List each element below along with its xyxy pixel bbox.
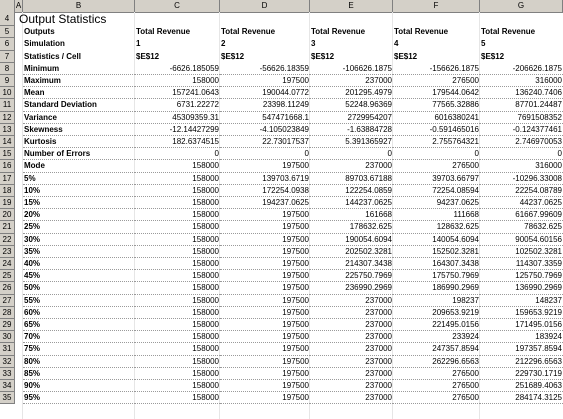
row-header[interactable]: 14 <box>0 136 15 148</box>
value-cell[interactable]: 102502.3281 <box>480 246 563 258</box>
value-cell[interactable]: 197500 <box>220 160 310 172</box>
value-cell[interactable]: 179544.0642 <box>393 87 480 99</box>
value-cell[interactable]: 247357.8594 <box>393 343 480 355</box>
value-cell[interactable]: 197500 <box>220 221 310 233</box>
value-cell[interactable]: 197357.8594 <box>480 343 563 355</box>
value-cell[interactable]: 197500 <box>220 75 310 87</box>
value-cell[interactable]: 6731.22272 <box>135 99 220 111</box>
column-header-b[interactable]: B <box>23 0 135 12</box>
table-row <box>0 87 563 99</box>
value-cell[interactable]: 547471668.1 <box>220 112 310 124</box>
value-cell[interactable]: 198237 <box>393 295 480 307</box>
value-cell[interactable]: 114307.3359 <box>480 258 563 270</box>
table-row <box>0 221 563 233</box>
value-cell[interactable]: 94237.0625 <box>393 197 480 209</box>
value-cell[interactable]: 5.391365927 <box>310 136 393 148</box>
value-cell[interactable]: 237000 <box>310 307 393 319</box>
row-header[interactable]: 17 <box>0 173 15 185</box>
column-header-f[interactable]: F <box>393 0 480 12</box>
value-cell[interactable]: 158000 <box>135 185 220 197</box>
value-cell[interactable]: 6016380241 <box>393 112 480 124</box>
table-row <box>0 380 563 392</box>
value-cell[interactable]: 190044.0772 <box>220 87 310 99</box>
row-header[interactable]: 35 <box>0 392 15 404</box>
value-cell[interactable]: 237000 <box>310 356 393 368</box>
value-cell[interactable]: 164307.3438 <box>393 258 480 270</box>
table-row <box>0 356 563 368</box>
row-label[interactable]: Simulation <box>24 39 65 49</box>
row-header[interactable]: 13 <box>0 124 15 136</box>
row-header[interactable]: 20 <box>0 209 15 221</box>
value-cell[interactable]: 183924 <box>480 331 563 343</box>
value-cell[interactable]: 186990.2969 <box>393 282 480 294</box>
value-cell[interactable]: 237000 <box>310 343 393 355</box>
value-cell[interactable]: 0 <box>135 148 220 160</box>
header-cell[interactable]: Total Revenue <box>221 27 276 37</box>
value-cell[interactable]: 233924 <box>393 331 480 343</box>
value-cell[interactable]: 0 <box>480 148 563 160</box>
value-cell[interactable]: 158000 <box>135 221 220 233</box>
value-cell[interactable]: 2.755764321 <box>393 136 480 148</box>
value-cell[interactable]: -10296.33008 <box>480 173 563 185</box>
value-cell[interactable]: 221495.0156 <box>393 319 480 331</box>
value-cell[interactable]: 22254.08789 <box>480 185 563 197</box>
row-label[interactable]: 30% <box>23 234 135 246</box>
row-label[interactable]: Maximum <box>23 75 135 87</box>
value-cell[interactable]: 148237 <box>480 295 563 307</box>
value-cell[interactable]: -56626.18359 <box>220 63 310 75</box>
value-cell[interactable]: 197500 <box>220 343 310 355</box>
value-cell[interactable]: 158000 <box>135 380 220 392</box>
row-header[interactable]: 27 <box>0 295 15 307</box>
row-header[interactable]: 15 <box>0 148 15 160</box>
value-cell[interactable]: 111668 <box>393 209 480 221</box>
value-cell[interactable]: 237000 <box>310 295 393 307</box>
table-row <box>0 282 563 294</box>
value-cell[interactable]: 158000 <box>135 392 220 404</box>
value-cell[interactable]: 161668 <box>310 209 393 221</box>
row-header[interactable]: 4 <box>0 12 15 26</box>
row-label[interactable]: 90% <box>23 380 135 392</box>
row-header[interactable]: 5 <box>0 26 15 38</box>
row-header[interactable]: 18 <box>0 185 15 197</box>
value-cell[interactable]: 197500 <box>220 380 310 392</box>
row-header[interactable]: 23 <box>0 246 15 258</box>
value-cell[interactable]: 225750.7969 <box>310 270 393 282</box>
row-label[interactable]: 55% <box>23 295 135 307</box>
row-header[interactable]: 21 <box>0 221 15 233</box>
row-header[interactable]: 16 <box>0 160 15 172</box>
value-cell[interactable]: 158000 <box>135 356 220 368</box>
header-cell[interactable]: $E$12 <box>311 51 335 61</box>
row-label[interactable]: 10% <box>23 185 135 197</box>
value-cell[interactable]: 22.73017537 <box>220 136 310 148</box>
value-cell[interactable]: 197500 <box>220 270 310 282</box>
value-cell[interactable]: 89703.67188 <box>310 173 393 185</box>
value-cell[interactable]: -0.591465016 <box>393 124 480 136</box>
sheet-title[interactable]: Output Statistics <box>19 12 107 26</box>
value-cell[interactable]: 158000 <box>135 197 220 209</box>
table-row <box>0 246 563 258</box>
row-header[interactable]: 19 <box>0 197 15 209</box>
column-header-d[interactable]: D <box>220 0 310 12</box>
value-cell[interactable]: 197500 <box>220 295 310 307</box>
value-cell[interactable]: 158000 <box>135 343 220 355</box>
value-cell[interactable]: 237000 <box>310 331 393 343</box>
table-row <box>0 124 563 136</box>
value-cell[interactable]: -6626.185059 <box>135 63 220 75</box>
row-header[interactable]: 12 <box>0 112 15 124</box>
table-row <box>0 173 563 185</box>
value-cell[interactable]: -206626.1875 <box>480 63 563 75</box>
value-cell[interactable]: 157241.0643 <box>135 87 220 99</box>
value-cell[interactable]: 197500 <box>220 392 310 404</box>
row-header[interactable]: 8 <box>0 63 15 75</box>
row-label[interactable]: 60% <box>23 307 135 319</box>
row-label[interactable]: Minimum <box>23 63 135 75</box>
row-header[interactable]: 10 <box>0 87 15 99</box>
value-cell[interactable]: 175750.7969 <box>393 270 480 282</box>
row-label[interactable]: 20% <box>23 209 135 221</box>
value-cell[interactable]: 7691508352 <box>480 112 563 124</box>
row-label[interactable]: 75% <box>23 343 135 355</box>
value-cell[interactable]: 158000 <box>135 173 220 185</box>
value-cell[interactable]: 136990.2969 <box>480 282 563 294</box>
value-cell[interactable]: 158000 <box>135 234 220 246</box>
header-cell[interactable]: 2 <box>221 39 226 49</box>
value-cell[interactable]: 136240.7406 <box>480 87 563 99</box>
row-label[interactable]: 40% <box>23 258 135 270</box>
value-cell[interactable]: 158000 <box>135 319 220 331</box>
table-row <box>0 343 563 355</box>
value-cell[interactable]: 197500 <box>220 356 310 368</box>
row-label[interactable]: 95% <box>23 392 135 404</box>
value-cell[interactable]: -12.14427299 <box>135 124 220 136</box>
table-row <box>0 136 563 148</box>
value-cell[interactable]: 45309359.31 <box>135 112 220 124</box>
row-label[interactable]: Standard Deviation <box>23 99 135 111</box>
row-header[interactable]: 31 <box>0 343 15 355</box>
value-cell[interactable]: -1.63884728 <box>310 124 393 136</box>
value-cell[interactable]: 197500 <box>220 209 310 221</box>
value-cell[interactable]: 158000 <box>135 307 220 319</box>
value-cell[interactable]: 158000 <box>135 246 220 258</box>
value-cell[interactable]: -0.124377461 <box>480 124 563 136</box>
value-cell[interactable]: 237000 <box>310 392 393 404</box>
table-row <box>0 209 563 221</box>
table-row <box>0 51 563 63</box>
table-row <box>0 392 563 404</box>
value-cell[interactable]: 190054.6094 <box>310 234 393 246</box>
value-cell[interactable]: 197500 <box>220 246 310 258</box>
header-cell[interactable]: $E$12 <box>481 51 505 61</box>
value-cell[interactable]: 316000 <box>480 160 563 172</box>
value-cell[interactable]: 39703.66797 <box>393 173 480 185</box>
value-cell[interactable]: 276500 <box>393 392 480 404</box>
row-header[interactable]: 30 <box>0 331 15 343</box>
value-cell[interactable]: 52248.96369 <box>310 99 393 111</box>
value-cell[interactable]: 212296.6563 <box>480 356 563 368</box>
header-cell[interactable]: $E$12 <box>394 51 418 61</box>
value-cell[interactable]: 276500 <box>393 75 480 87</box>
value-cell[interactable]: 197500 <box>220 282 310 294</box>
value-cell[interactable]: 144237.0625 <box>310 197 393 209</box>
row-label[interactable]: 50% <box>23 282 135 294</box>
value-cell[interactable]: 158000 <box>135 209 220 221</box>
row-header[interactable]: 11 <box>0 99 15 111</box>
value-cell[interactable]: 23398.11249 <box>220 99 310 111</box>
row-header[interactable]: 6 <box>0 38 15 50</box>
column-header-a[interactable]: A <box>15 1 22 10</box>
value-cell[interactable]: 158000 <box>135 75 220 87</box>
header-cell[interactable]: 5 <box>481 39 486 49</box>
value-cell[interactable]: 158000 <box>135 258 220 270</box>
table-row <box>0 148 563 160</box>
table-row <box>0 270 563 282</box>
row-header[interactable]: 33 <box>0 368 15 380</box>
value-cell[interactable]: 197500 <box>220 319 310 331</box>
value-cell[interactable]: -156626.1875 <box>393 63 480 75</box>
value-cell[interactable]: 140054.6094 <box>393 234 480 246</box>
value-cell[interactable]: 236990.2969 <box>310 282 393 294</box>
value-cell[interactable]: 172254.0938 <box>220 185 310 197</box>
header-cell[interactable]: 3 <box>311 39 316 49</box>
table-row <box>0 319 563 331</box>
value-cell[interactable]: 237000 <box>310 160 393 172</box>
value-cell[interactable]: 276500 <box>393 380 480 392</box>
value-cell[interactable]: -106626.1875 <box>310 63 393 75</box>
value-cell[interactable]: 0 <box>393 148 480 160</box>
row-label[interactable]: 80% <box>23 356 135 368</box>
row-label[interactable]: Outputs <box>24 27 55 37</box>
value-cell[interactable]: 125750.7969 <box>480 270 563 282</box>
value-cell[interactable]: 158000 <box>135 270 220 282</box>
row-header[interactable]: 28 <box>0 307 15 319</box>
row-header[interactable]: 32 <box>0 356 15 368</box>
value-cell[interactable]: 90054.60156 <box>480 234 563 246</box>
header-cell[interactable]: Total Revenue <box>311 27 366 37</box>
row-label[interactable]: Mean <box>23 87 135 99</box>
row-label[interactable]: 45% <box>23 270 135 282</box>
row-label[interactable]: 85% <box>23 368 135 380</box>
table-row <box>0 38 563 50</box>
value-cell[interactable]: 2.746970053 <box>480 136 563 148</box>
value-cell[interactable]: 229730.1719 <box>480 368 563 380</box>
row-header[interactable]: 25 <box>0 270 15 282</box>
header-cell[interactable]: $E$12 <box>136 51 160 61</box>
value-cell[interactable]: 251689.4063 <box>480 380 563 392</box>
value-cell[interactable]: 284174.3125 <box>480 392 563 404</box>
table-row <box>0 307 563 319</box>
value-cell[interactable]: 237000 <box>310 75 393 87</box>
value-cell[interactable]: 139703.6719 <box>220 173 310 185</box>
row-label[interactable]: Number of Errors <box>23 148 135 160</box>
header-cell[interactable]: $E$12 <box>221 51 245 61</box>
row-header[interactable]: 7 <box>0 51 15 63</box>
header-cell[interactable]: Total Revenue <box>481 27 536 37</box>
value-cell[interactable]: 87701.24487 <box>480 99 563 111</box>
value-cell[interactable]: 237000 <box>310 380 393 392</box>
value-cell[interactable]: 197500 <box>220 331 310 343</box>
row-label[interactable]: Variance <box>23 112 135 124</box>
value-cell[interactable]: 202502.3281 <box>310 246 393 258</box>
table-row <box>0 331 563 343</box>
header-cell[interactable]: 4 <box>394 39 399 49</box>
row-header[interactable]: 34 <box>0 380 15 392</box>
table-row <box>0 258 563 270</box>
value-cell[interactable]: 44237.0625 <box>480 197 563 209</box>
value-cell[interactable]: 122254.0859 <box>310 185 393 197</box>
row-label[interactable]: Skewness <box>23 124 135 136</box>
header-cell[interactable]: Total Revenue <box>136 27 191 37</box>
row-header[interactable]: 26 <box>0 282 15 294</box>
row-label[interactable]: 5% <box>23 173 135 185</box>
table-row <box>0 368 563 380</box>
value-cell[interactable]: 182.6374515 <box>135 136 220 148</box>
row-label[interactable]: 15% <box>23 197 135 209</box>
table-row <box>0 75 563 87</box>
value-cell[interactable]: 178632.625 <box>310 221 393 233</box>
table-row <box>0 197 563 209</box>
row-header[interactable]: 29 <box>0 319 15 331</box>
row-label[interactable]: 35% <box>23 246 135 258</box>
table-row <box>0 99 563 111</box>
row-label[interactable]: Statistics / Cell <box>24 51 81 61</box>
row-header[interactable]: 22 <box>0 234 15 246</box>
value-cell[interactable]: 197500 <box>220 234 310 246</box>
table-row <box>0 160 563 172</box>
value-cell[interactable]: 201295.4979 <box>310 87 393 99</box>
value-cell[interactable]: 209653.9219 <box>393 307 480 319</box>
row-header[interactable]: 9 <box>0 75 15 87</box>
value-cell[interactable]: 159653.9219 <box>480 307 563 319</box>
table-row <box>0 295 563 307</box>
table-row <box>0 112 563 124</box>
value-cell[interactable]: 276500 <box>393 160 480 172</box>
row-header[interactable]: 24 <box>0 258 15 270</box>
column-header-e[interactable]: E <box>310 0 393 12</box>
row-label[interactable]: 65% <box>23 319 135 331</box>
value-cell[interactable]: 0 <box>220 148 310 160</box>
header-cell[interactable]: 1 <box>136 39 141 49</box>
select-all-corner[interactable] <box>0 0 15 12</box>
value-cell[interactable]: 262296.6563 <box>393 356 480 368</box>
value-cell[interactable]: 197500 <box>220 258 310 270</box>
column-header-g[interactable]: G <box>480 0 563 12</box>
value-cell[interactable]: 152502.3281 <box>393 246 480 258</box>
value-cell[interactable]: 158000 <box>135 160 220 172</box>
value-cell[interactable]: 2729954207 <box>310 112 393 124</box>
value-cell[interactable]: 194237.0625 <box>220 197 310 209</box>
value-cell[interactable]: 171495.0156 <box>480 319 563 331</box>
table-row <box>0 63 563 75</box>
value-cell[interactable]: 158000 <box>135 368 220 380</box>
table-row <box>0 12 563 26</box>
value-cell[interactable]: 0 <box>310 148 393 160</box>
value-cell[interactable]: 77565.32886 <box>393 99 480 111</box>
column-header-c[interactable]: C <box>135 0 220 12</box>
row-label[interactable]: Mode <box>23 160 135 172</box>
row-label[interactable]: 25% <box>23 221 135 233</box>
value-cell[interactable]: 237000 <box>310 368 393 380</box>
value-cell[interactable]: 158000 <box>135 331 220 343</box>
value-cell[interactable]: 128632.625 <box>393 221 480 233</box>
table-row <box>0 26 563 38</box>
row-label[interactable]: Kurtosis <box>23 136 135 148</box>
value-cell[interactable]: 197500 <box>220 368 310 380</box>
value-cell[interactable]: 72254.08594 <box>393 185 480 197</box>
value-cell[interactable]: 78632.625 <box>480 221 563 233</box>
value-cell[interactable]: 316000 <box>480 75 563 87</box>
header-cell[interactable]: Total Revenue <box>394 27 449 37</box>
value-cell[interactable]: 158000 <box>135 295 220 307</box>
value-cell[interactable]: 197500 <box>220 307 310 319</box>
table-row <box>0 234 563 246</box>
row-label[interactable]: 70% <box>23 331 135 343</box>
value-cell[interactable]: 61667.99609 <box>480 209 563 221</box>
value-cell[interactable]: 237000 <box>310 319 393 331</box>
value-cell[interactable]: 214307.3438 <box>310 258 393 270</box>
value-cell[interactable]: 158000 <box>135 282 220 294</box>
value-cell[interactable]: -4.105023849 <box>220 124 310 136</box>
value-cell[interactable]: 276500 <box>393 368 480 380</box>
table-row <box>0 185 563 197</box>
